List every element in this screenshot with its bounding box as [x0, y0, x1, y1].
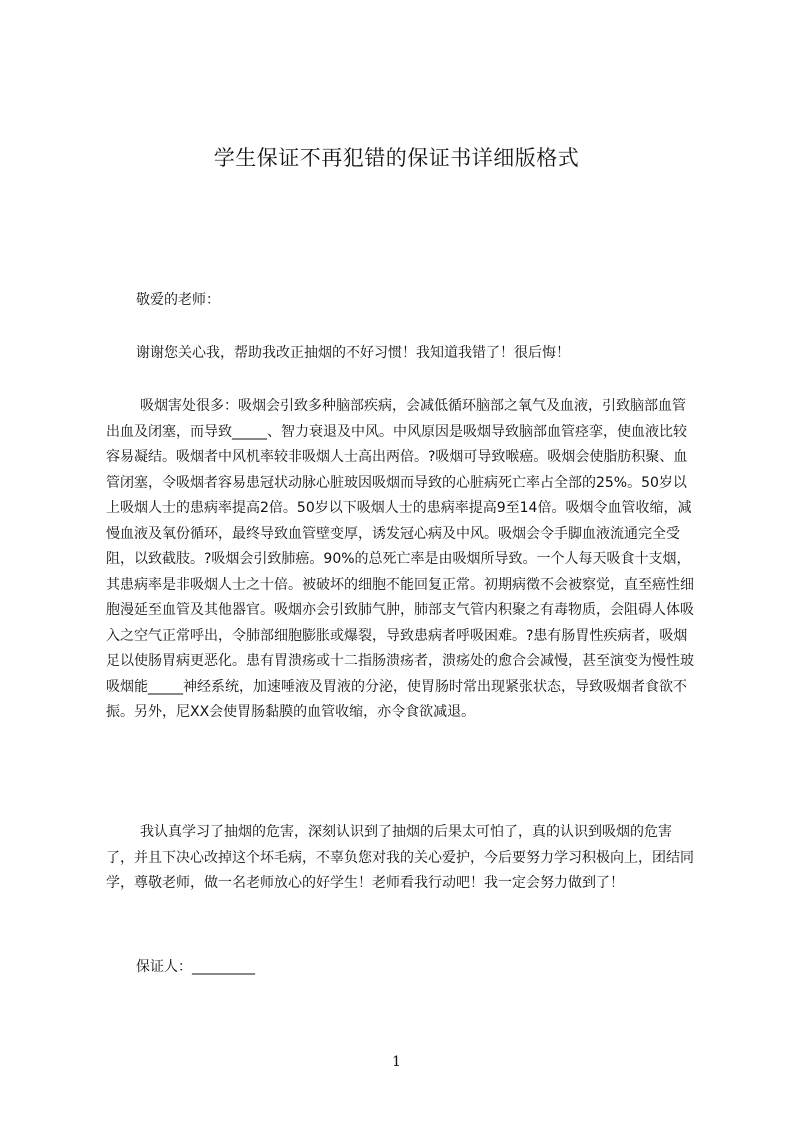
document-title: 学生保证不再犯错的保证书详细版格式: [213, 146, 580, 170]
smoking-harms-paragraph: 吸烟害处很多：吸烟会引致多种脑部疾病，会减低循环脑部之氧气及血液，引致脑部血管出血及闭塞，而导致_____、智力衰退及中风。中风原因是吸烟导致脑部血管痉挛，使血液比较容易凝结。吸烟者中风机率较非吸烟人士高出两倍。?吸烟可导致喉癌。吸烟会使脂肪积聚、血管闭塞，令吸烟者容易患冠状动脉心脏玻因吸烟而导致的心脏病死亡率占全部的25%。50岁以上吸烟人士的患病率提高2倍。50岁以下吸烟人士的患病率提高9至14倍。吸烟令血管收缩，减慢血液及氧份循环，最终导致血管壁变厚，诱发冠心病及中风。吸烟会令手脚血液流通完全受阻，以致截肢。?吸烟会引致肺癌。90%的总死亡率是由吸烟所导致。一个人每天吸食十支烟，其患病率是非吸烟人士之十倍。被破坏的细胞不能回复正常。初期病徵不会被察觉，直至癌性细胞漫延至血管及其他器官。吸烟亦会引致肺气肿，肺部支气管内积聚之有毒物质，会阻碍人体吸入之空气正常呼出，令肺部细胞膨胀或爆裂，导致患病者呼吸困难。?患有肠胃性疾病者，吸烟足以使肠胃病更恶化。患有胃溃疡或十二指肠溃疡者，溃疡处的愈合会减慢，甚至演变为慢性玻吸烟能_____神经系统，加速唾液及胃液的分泌，使胃肠时常出现紧张状态，导致吸烟者食欲不振。另外，尼XX会使胃肠黏膜的血管收缩，亦令食欲减退。: [106, 398, 694, 720]
salutation: 敬爱的老师：: [136, 292, 220, 308]
page-number: 1: [392, 1054, 401, 1070]
thanks-paragraph: 谢谢您关心我，帮助我改正抽烟的不好习惯！我知道我错了！很后悔！: [136, 345, 570, 361]
guarantor-signature-line: 保证人：_________: [136, 959, 255, 975]
resolution-paragraph: 我认真学习了抽烟的危害，深刻认识到了抽烟的后果太可怕了，真的认识到吸烟的危害了，并且下决心改掉这个坏毛病，不辜负您对我的关心爱护，今后要努力学习积极向上，团结同学，尊敬老师，做一名老师放心的好学生！老师看我行动吧！我一定会努力做到了！: [106, 824, 694, 891]
